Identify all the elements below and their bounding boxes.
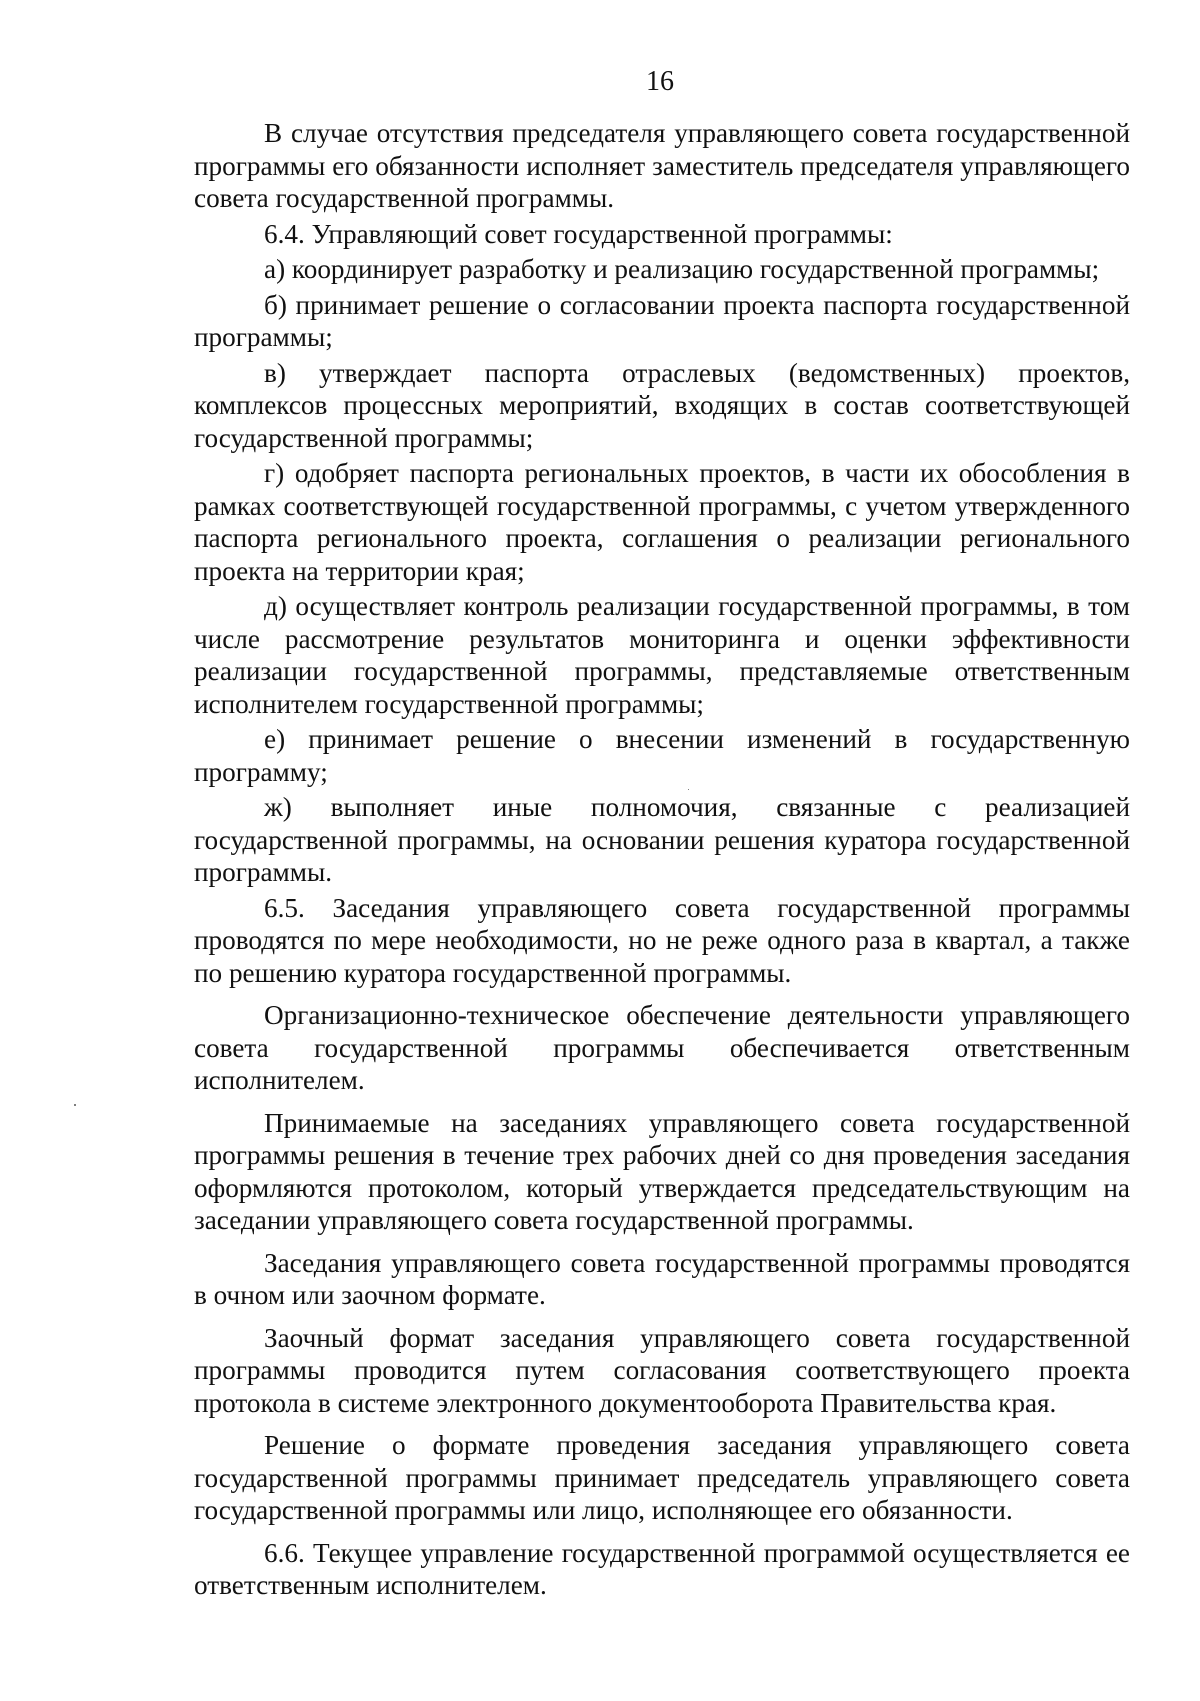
page-number: 16 — [646, 66, 674, 97]
paragraph-6-5: 6.5. Заседания управляющего совета государственной программы проводятся по мере необходимости, но не реже одного раза в квартал, а также по решению куратора государственной программы. — [194, 892, 1130, 988]
scan-speck — [74, 1104, 76, 1106]
scan-speck — [688, 789, 689, 790]
paragraph-organizational-support: Организационно-техническое обеспечение деятельности управляющего совета государственной программы обеспечивается ответственным исполнителем. — [194, 1000, 1130, 1095]
paragraph-decisions-protocol: Принимаемые на заседаниях управляющего совета государственной программы решения в течение трех рабочих дней со дня проведения заседания оформляются протоколом, который утверждается председательствующим на заседании управляющего совета государственной программы. — [194, 1107, 1130, 1235]
paragraph-format-decision: Решение о формате проведения заседания управляющего совета государственной программы принимает председатель управляющего совета государственной программы или лицо, исполняющее его обязанности. — [194, 1430, 1130, 1525]
paragraph-6-4: 6.4. Управляющий совет государственной программы: — [264, 218, 893, 249]
paragraph-meeting-format: Заседания управляющего совета государственной программы проводятся в очном или заочном формате. — [194, 1247, 1130, 1310]
list-item-v: в) утверждает паспорта отраслевых (ведомственных) проектов, комплексов процессных мероприятий, входящих в состав соответствующей государственной программы; — [194, 357, 1130, 453]
list-item-a: а) координирует разработку и реализацию государственной программы; — [264, 254, 1100, 284]
list-item-d: д) осуществляет контроль реализации государственной программы, в том числе рассмотрение результатов мониторинга и оценки эффективности реализации государственной программы, представляемые ответственным исполнителем государственной программы; — [194, 591, 1130, 719]
document-body — [194, 117, 1130, 1602]
paragraph-6-6: 6.6. Текущее управление государственной программой осуществляется ее ответственным исполнителем. — [194, 1537, 1130, 1600]
list-item-b: б) принимает решение о согласовании проекта паспорта государственной программы; — [194, 289, 1130, 352]
paragraph-remote-format: Заочный формат заседания управляющего совета государственной программы проводится путем согласования соответствующего проекта протокола в системе электронного документооборота Правительства края. — [194, 1322, 1130, 1418]
list-item-zh: ж) выполняет иные полномочия, связанные с реализацией государственной программы, на основании решения куратора государственной программы. — [194, 792, 1130, 887]
list-item-e: е) принимает решение о внесении изменений в государственную программу; — [194, 724, 1130, 787]
paragraph-chairman-absence: В случае отсутствия председателя управляющего совета государственной программы его обязанности исполняет заместитель председателя управляющего совета государственной программы. — [194, 118, 1130, 213]
list-item-g: г) одобряет паспорта региональных проектов, в части их обособления в рамках соответствующей государственной программы, с учетом утвержденного паспорта регионального проекта, соглашения о реализации регионального проекта на территории края; — [194, 458, 1130, 586]
